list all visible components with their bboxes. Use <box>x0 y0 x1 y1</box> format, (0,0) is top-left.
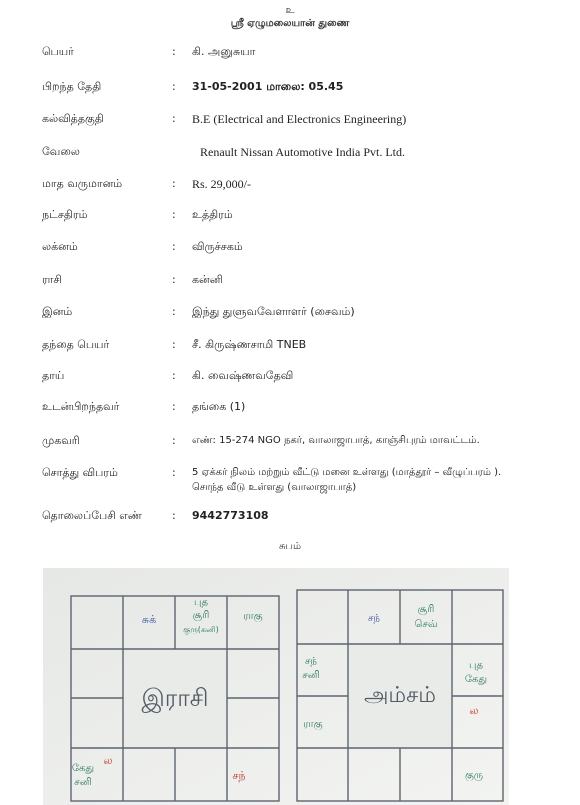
rasi-cell-sun: சூரி <box>192 610 210 621</box>
horoscope-charts-drawing <box>43 568 509 805</box>
rasi-cell-saturn: சனி <box>74 777 92 788</box>
detail-label: மாத வருமானம் <box>42 177 123 190</box>
detail-label: பிறந்த தேதி <box>42 80 102 93</box>
detail-value: விருச்சகம் <box>192 240 243 253</box>
detail-label: உடன்பிறந்தவர் <box>42 400 120 413</box>
rasi-cell-lagnam: ல <box>103 754 113 767</box>
detail-value: Renault Nissan Automotive India Pvt. Ltd. <box>200 145 405 159</box>
colon: : <box>172 338 176 351</box>
amsam-cell-rahu: ராகு <box>303 719 323 730</box>
horoscope-charts-photo <box>43 568 509 805</box>
detail-value: B.E (Electrical and Electronics Engineering) <box>192 112 407 126</box>
rasi-chart-title: இராசி <box>141 684 209 712</box>
header-title: ஸ்ரீ ஏழுமலையான் துணை <box>230 18 350 29</box>
detail-value: சீ. கிருஷ்ணசாமி TNEB <box>192 338 307 351</box>
rasi-cell-venus: சுக் <box>141 613 157 626</box>
detail-label: நட்சதிரம் <box>42 208 88 221</box>
detail-label: லக்னம் <box>42 240 78 253</box>
detail-value: சொந்த வீடு உள்ளது (வாலாஜாபாத்) <box>192 482 357 493</box>
amsam-cell-moon-left: சந் <box>305 656 317 667</box>
amsam-cell-saturn: சனி <box>302 670 320 681</box>
detail-label: முகவரி <box>42 434 80 447</box>
detail-label: தந்தை பெயர் <box>42 338 110 351</box>
colon: : <box>172 273 176 286</box>
detail-value: இந்து துளுவவேளாளர் (சைவம்) <box>192 305 355 318</box>
colon: : <box>172 240 176 253</box>
amsam-cell-moon: சந் <box>368 613 380 624</box>
detail-label: தாய் <box>42 369 65 382</box>
detail-value: எண்: 15-274 NGO நகர், வாலாஜாபாத், காஞ்சிபுரம் மாவட்டம். <box>192 435 480 446</box>
amsam-cell-mars: செவ் <box>414 619 438 630</box>
colon: : <box>172 177 176 190</box>
rasi-cell-ketu: கேது <box>71 763 95 774</box>
detail-label: ராசி <box>42 273 63 286</box>
detail-label: வேலை <box>42 145 80 158</box>
amsam-cell-ketu: கேது <box>464 674 488 685</box>
rasi-cell-moon: சந் <box>232 769 246 782</box>
detail-label: கல்வித்தகுதி <box>42 112 104 125</box>
detail-label: சொத்து விபரம் <box>42 466 118 479</box>
colon: : <box>172 509 176 522</box>
detail-value: தங்கை (1) <box>192 400 246 413</box>
detail-label: இனம் <box>42 305 73 318</box>
rasi-cell-jupiter: குரு(கனி) <box>183 625 219 634</box>
colon: : <box>172 400 176 413</box>
colon: : <box>172 80 176 93</box>
amsam-cell-lagnam: ல <box>469 704 479 717</box>
rasi-cell-rahu: ராகு <box>243 611 263 622</box>
amsam-cell-jupiter: குரு <box>464 770 484 781</box>
detail-value: உத்திரம் <box>192 208 233 221</box>
detail-value: 31-05-2001 மாலை: 05.45 <box>192 80 344 93</box>
amsam-cell-mercury: புத <box>469 660 483 671</box>
amsam-chart-title: அம்சம் <box>363 683 437 708</box>
detail-label: தொலைப்பேசி எண் <box>42 509 142 522</box>
amsam-cell-sun: சூரி <box>417 604 435 615</box>
colon: : <box>172 112 176 125</box>
colon: : <box>172 434 176 447</box>
colon: : <box>172 45 176 58</box>
detail-value: கி. வைஷ்ணவதேவி <box>192 369 294 382</box>
subham-text: சுபம் <box>278 541 301 552</box>
detail-value: கி. அனுசுயா <box>192 45 256 58</box>
detail-value: கன்னி <box>192 273 223 286</box>
detail-value: 9442773108 <box>192 509 269 522</box>
colon: : <box>172 305 176 318</box>
rasi-cell-mercury: புத <box>194 597 208 608</box>
colon: : <box>172 208 176 221</box>
header-mark: உ <box>285 5 295 16</box>
detail-value: Rs. 29,000/- <box>192 177 252 191</box>
colon: : <box>172 466 176 479</box>
colon: : <box>172 369 176 382</box>
detail-label: பெயர் <box>42 45 74 58</box>
detail-value: 5 ஏக்கர் நிலம் மற்றும் வீட்டு மனை உள்ளது (மாத்தூர் – வீழுப்பரம் ). <box>192 467 502 478</box>
